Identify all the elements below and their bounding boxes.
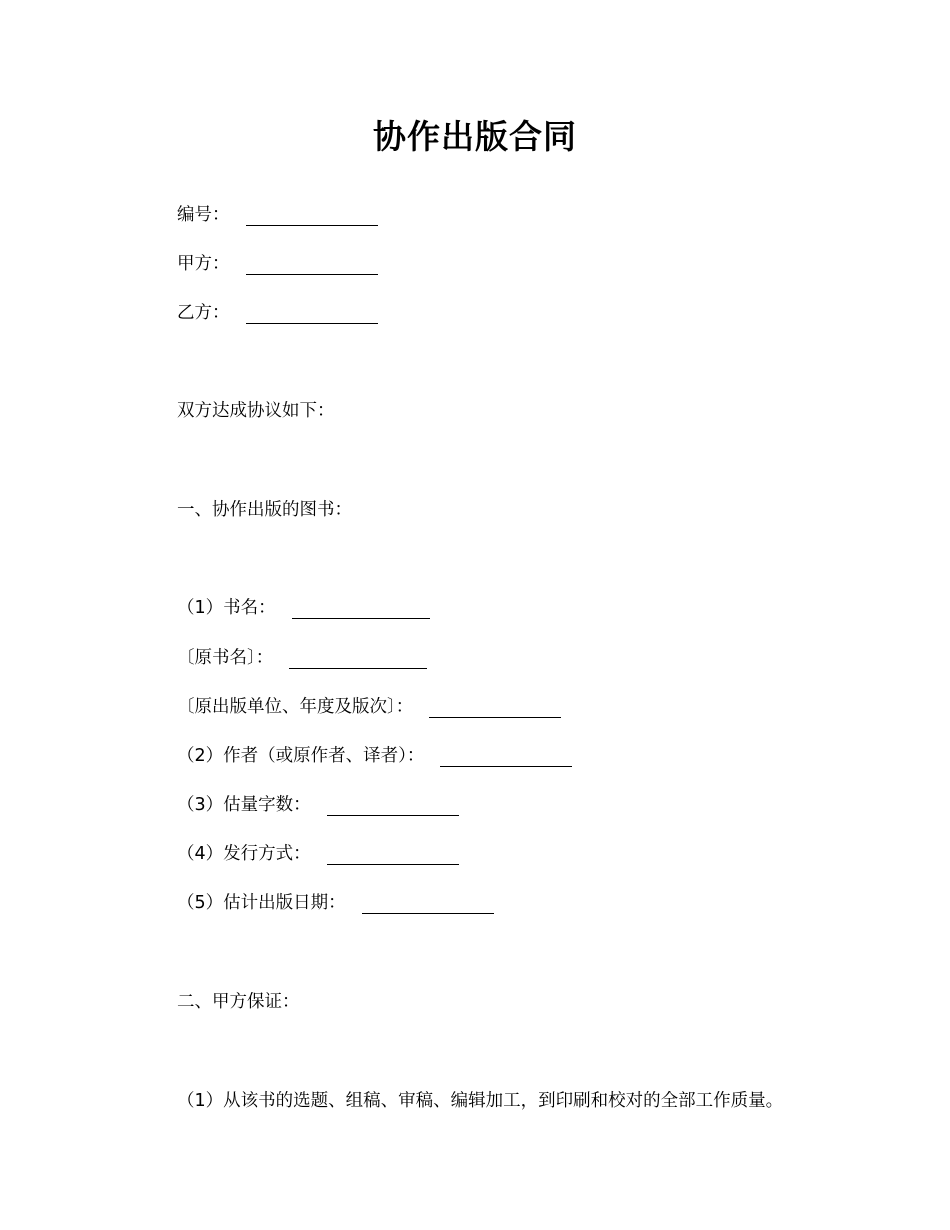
field-number-blank[interactable]: [246, 205, 378, 226]
intro-label: 双方达成协议如下：: [177, 401, 335, 421]
document-title: 协作出版合同: [373, 117, 577, 156]
section2-item-1: [177, 1088, 783, 1114]
field-word-count-blank[interactable]: [327, 795, 459, 816]
field-party-b-label: 乙方：: [177, 303, 230, 323]
field-distribution-blank[interactable]: [327, 844, 459, 865]
intro-text: [177, 398, 335, 424]
field-party-a-label: 甲方：: [177, 254, 230, 274]
field-original-publisher-blank[interactable]: [429, 697, 561, 718]
section2-heading-text: 二、甲方保证：: [177, 992, 300, 1012]
field-distribution-label: （4）发行方式：: [177, 844, 311, 864]
field-party-b: [177, 300, 378, 326]
field-party-a: [177, 251, 378, 277]
field-publish-date-label: （5）估计出版日期：: [177, 893, 346, 913]
field-publish-date: [177, 890, 494, 916]
field-book-title-label: （1）书名：: [177, 598, 276, 618]
field-original-publisher-label: 〔原出版单位、年度及版次〕：: [177, 697, 414, 717]
field-book-title: [177, 595, 430, 621]
field-number-label: 编号：: [177, 205, 230, 225]
field-author-label: （2）作者（或原作者、译者）：: [177, 746, 425, 766]
section1-heading-text: 一、协作出版的图书：: [177, 500, 352, 520]
field-word-count: [177, 792, 459, 818]
field-author: [177, 743, 572, 769]
field-publish-date-blank[interactable]: [362, 893, 494, 914]
field-original-publisher: [177, 694, 561, 720]
field-word-count-label: （3）估量字数：: [177, 795, 311, 815]
field-original-title-label: 〔原书名〕：: [177, 648, 274, 668]
section2-heading: [177, 989, 300, 1015]
field-party-a-blank[interactable]: [246, 254, 378, 275]
field-party-b-blank[interactable]: [246, 303, 378, 324]
field-number: [177, 202, 378, 228]
section2-item-1-text: （1）从该书的选题、组稿、审稿、编辑加工，到印刷和校对的全部工作质量。: [177, 1091, 784, 1111]
section1-heading: [177, 497, 352, 523]
field-original-title-blank[interactable]: [289, 648, 427, 669]
field-distribution: [177, 841, 459, 867]
field-book-title-blank[interactable]: [292, 598, 430, 619]
field-original-title: [177, 645, 427, 671]
field-author-blank[interactable]: [440, 746, 572, 767]
